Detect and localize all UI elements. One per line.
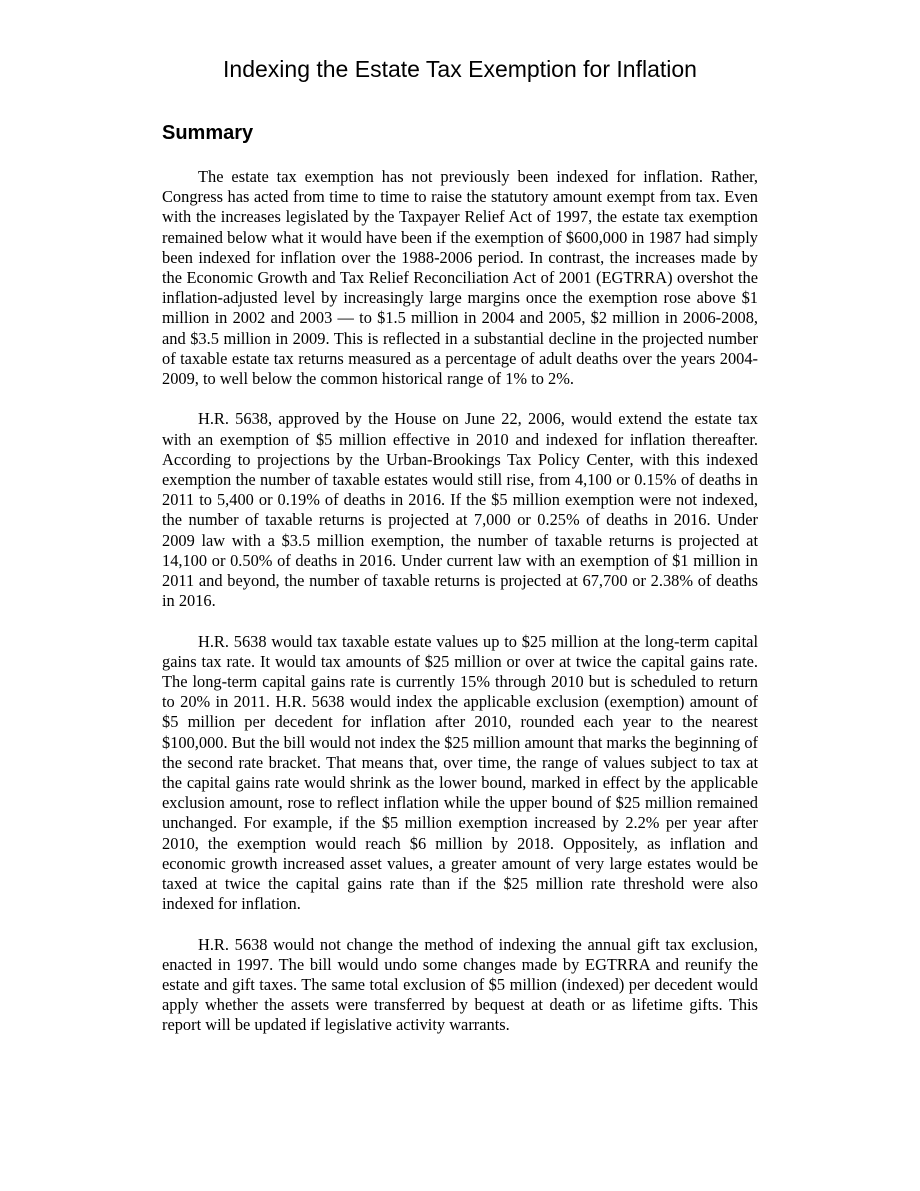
- summary-body: [162, 167, 758, 1056]
- summary-paragraph: H.R. 5638 would tax taxable estate values up to $25 million at the long-term capital gains tax rate. It would tax amounts of $25 million or over at twice the capital gains rate. The long-term capital gains rate is currently 15% through 2010 but is scheduled to return to 20% in 2011. H.R. 5638 would index the applicable exclusion (exemption) amount of $5 million per decedent for inflation after 2010, rounded each year to the nearest $100,000. But the bill would not index the $25 million amount that marks the beginning of the second rate bracket. That means that, over time, the range of values subject to tax at the capital gains rate would shrink as the lower bound, marked in effect by the applicable exclusion amount, rose to reflect inflation while the upper bound of $25 million remained unchanged. For example, if the $5 million exemption increased by 2.2% per year after 2010, the exemption would reach $6 million by 2018. Oppositely, as inflation and economic growth increased asset values, a greater amount of very large estates would be taxed at twice the capital gains rate than if the $25 million rate threshold were also indexed for inflation.: [162, 631, 758, 914]
- summary-paragraph: H.R. 5638, approved by the House on June 22, 2006, would extend the estate tax with an exemption of $5 million effective in 2010 and indexed for inflation thereafter. According to projections by the Urban-Brookings Tax Policy Center, with this indexed exemption the number of taxable estates would still rise, from 4,100 or 0.15% of deaths in 2011 to 5,400 or 0.19% of deaths in 2016. If the $5 million exemption were not indexed, the number of taxable returns is projected at 7,000 or 0.25% of deaths in 2016. Under 2009 law with a $3.5 million exemption, the number of taxable returns is projected at 14,100 or 0.50% of deaths in 2016. Under current law with an exemption of $1 million in 2011 and beyond, the number of taxable returns is projected at 67,700 or 2.38% of deaths in 2016.: [162, 409, 758, 611]
- section-heading-summary: Summary: [162, 122, 254, 144]
- summary-paragraph: The estate tax exemption has not previously been indexed for inflation. Rather, Congress has acted from time to time to raise the statutory amount exempt from tax. Even with the increases legislated by the Taxpayer Relief Act of 1997, the estate tax exemption remained below what it would have been if the exemption of $600,000 in 1987 had simply been indexed for inflation over the 1988-2006 period. In contrast, the increases made by the Economic Growth and Tax Relief Reconciliation Act of 2001 (EGTRRA) overshot the inflation-adjusted level by increasingly large margins once the exemption rose above $1 million in 2002 and 2003 — to $1.5 million in 2004 and 2005, $2 million in 2006-2008, and $3.5 million in 2009. This is reflected in a substantial decline in the projected number of taxable estate tax returns measured as a percentage of adult deaths over the years 2004-2009, to well below the common historical range of 1% to 2%.: [162, 167, 758, 389]
- summary-paragraph: H.R. 5638 would not change the method of indexing the annual gift tax exclusion, enacted in 1997. The bill would undo some changes made by EGTRRA and reunify the estate and gift taxes. The same total exclusion of $5 million (indexed) per decedent would apply whether the assets were transferred by bequest at death or as lifetime gifts. This report will be updated if legislative activity warrants.: [162, 934, 758, 1035]
- document-title: Indexing the Estate Tax Exemption for Inflation: [223, 56, 697, 82]
